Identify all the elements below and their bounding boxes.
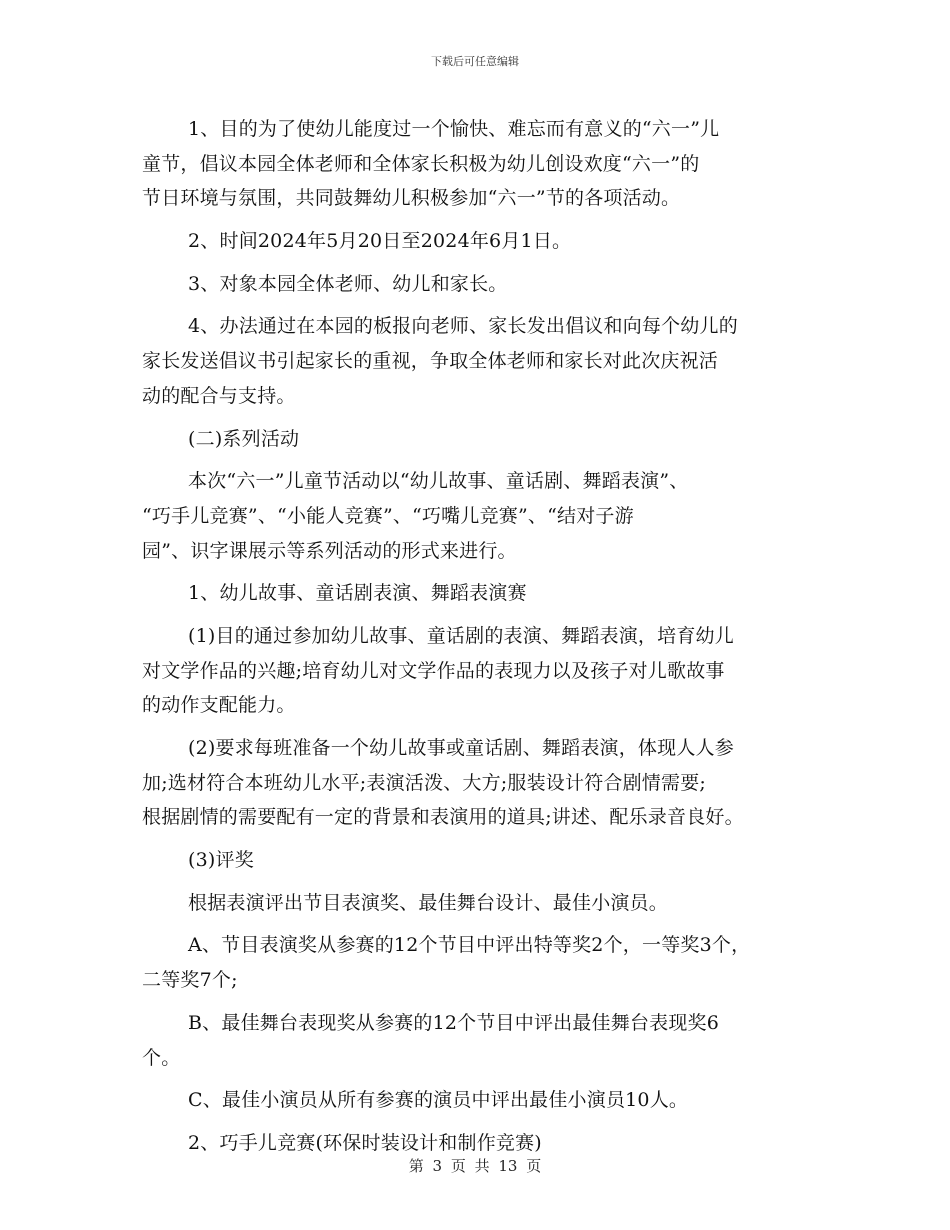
- paragraph-gap: [142, 216, 832, 224]
- paragraph-gap: [142, 568, 832, 576]
- text-line: 根据剧情的需要配有一定的背景和表演用的道具;讲述、配乐录音良好。: [142, 806, 744, 829]
- paragraph-gap: [142, 920, 832, 928]
- text-line: 园”、识字课展示等系列活动的形式来进行。: [142, 539, 517, 562]
- text-line: (2)要求每班准备一个幼儿故事或童话剧、舞蹈表演，体现人人参: [188, 737, 734, 759]
- paragraph-gap: [142, 1118, 832, 1126]
- page-number-footer: 第 3 页 共 13 页: [408, 1157, 542, 1175]
- paragraph: [142, 267, 832, 302]
- text-line: 个。: [142, 1046, 181, 1069]
- text-line: 根据表演评出节目表演奖、最佳舞台设计、最佳小演员。: [188, 891, 669, 914]
- paragraph: [142, 886, 832, 921]
- paragraph-gap: [142, 1075, 832, 1083]
- paragraph: [142, 1006, 832, 1075]
- text-line: 加;选材符合本班幼儿水平;表演活泼、大方;服装设计符合剧情需要;: [142, 771, 707, 794]
- paragraph: [142, 731, 832, 835]
- text-line: 4、办法通过在本园的板报向老师、家长发出倡议和向每个幼儿的: [188, 315, 738, 338]
- document-body: [142, 112, 832, 1161]
- text-line: 本次“六一”儿童节活动以“幼儿故事、童话剧、舞蹈表演”、: [188, 470, 689, 493]
- text-line: 二等奖7个;: [142, 969, 238, 992]
- text-line: (3)评奖: [188, 849, 254, 872]
- text-line: 对文学作品的兴趣;培育幼儿对文学作品的表现力以及孩子对儿歌故事: [142, 659, 725, 682]
- paragraph: [142, 422, 832, 457]
- paragraph-gap: [142, 611, 832, 619]
- paragraph: [142, 224, 832, 259]
- text-line: C、最佳小演员从所有参赛的演员中评出最佳小演员10人。: [188, 1089, 689, 1112]
- text-line: 的动作支配能力。: [142, 694, 296, 717]
- text-line: 家长发送倡议书引起家长的重视，争取全体老师和家长对此次庆祝活: [142, 350, 719, 373]
- text-line: 1、幼儿故事、童话剧表演、舞蹈表演赛: [188, 582, 527, 605]
- paragraph-gap: [142, 414, 832, 422]
- paragraph-gap: [142, 301, 832, 309]
- paragraph: [142, 464, 832, 568]
- paragraph: [142, 928, 832, 997]
- paragraph: [142, 309, 832, 413]
- paragraph: [142, 576, 832, 611]
- text-line: 2、巧手儿竞赛(环保时装设计和制作竞赛): [188, 1131, 542, 1154]
- paragraph-gap: [142, 723, 832, 731]
- text-line: B、最佳舞台表现奖从参赛的12个节目中评出最佳舞台表现奖6: [188, 1011, 720, 1034]
- paragraph: [142, 112, 832, 216]
- paragraph-gap: [142, 998, 832, 1006]
- text-line: 1、目的为了使幼儿能度过一个愉快、难忘而有意义的“六一”儿: [188, 118, 720, 140]
- text-line: (1)目的通过参加幼儿故事、童话剧的表演、舞蹈表演，培育幼儿: [188, 624, 734, 647]
- paragraph: [142, 619, 832, 723]
- text-line: 动的配合与支持。: [142, 384, 296, 407]
- paragraph-gap: [142, 259, 832, 267]
- text-line: “巧手儿竞赛”、“小能人竞赛”、“巧嘴儿竞赛”、“结对子游: [142, 504, 634, 527]
- paragraph-gap: [142, 456, 832, 464]
- text-line: 童节，倡议本园全体老师和全体家长积极为幼儿创设欢度“六一”的: [142, 152, 700, 175]
- page-header: 下载后可任意编辑: [431, 55, 519, 68]
- paragraph-gap: [142, 878, 832, 886]
- text-line: 2、时间2024年5月20日至2024年6月1日。: [188, 230, 572, 253]
- text-line: 节日环境与氛围，共同鼓舞幼儿积极参加“六一”节的各项活动。: [142, 187, 681, 210]
- text-line: 3、对象本园全体老师、幼儿和家长。: [188, 272, 508, 295]
- paragraph: [142, 1083, 832, 1118]
- text-line: A、节目表演奖从参赛的12个节目中评出特等奖2个，一等奖3个，: [188, 934, 751, 957]
- paragraph-gap: [142, 835, 832, 843]
- text-line: (二)系列活动: [188, 427, 300, 450]
- paragraph: [142, 843, 832, 878]
